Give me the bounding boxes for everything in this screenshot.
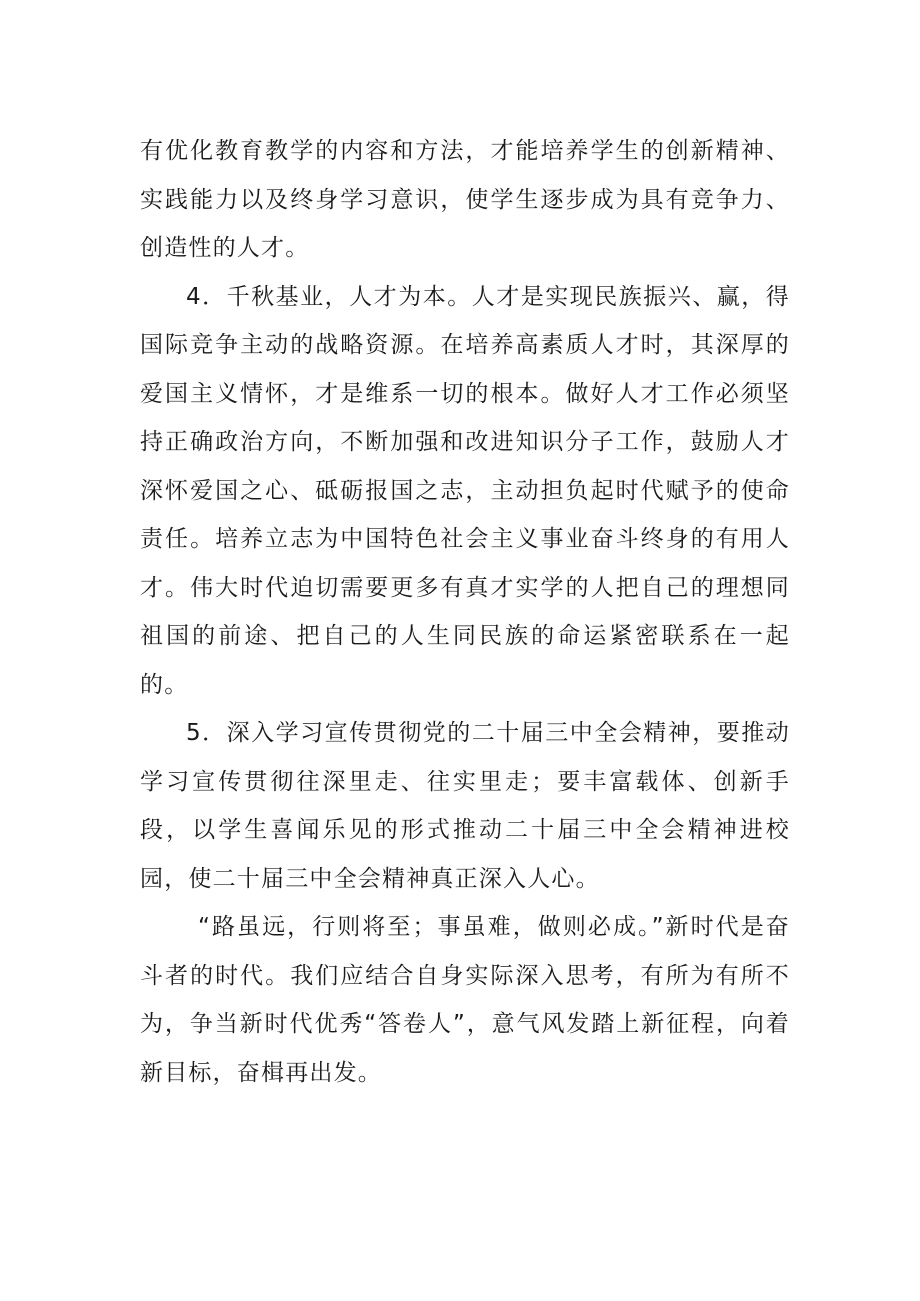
paragraph-continuation: 有优化教育教学的内容和方法，才能培养学生的创新精神、实践能力以及终身学习意识，使学生逐步成为具有竞争力、创造性的人才。 bbox=[140, 138, 790, 261]
document-body bbox=[140, 127, 790, 1097]
paragraph-conclusion: “路虽远，行则将至；事虽难，做则必成。”新时代是奋斗者的时代。我们应结合自身实际深入思考，有所为有所不为，争当新时代优秀“答卷人”，意气风发踏上新征程，向着新目标，奋楫再出发。 bbox=[140, 914, 790, 1086]
paragraph-item-4: 4．千秋基业，人才为本。人才是实现民族振兴、赢，得国际竞争主动的战略资源。在培养高素质人才时，其深厚的爱国主义情怀，才是维系一切的根本。做好人才工作必须坚持正确政治方向，不断加强和改进知识分子工作，鼓励人才深怀爱国之心、砥砺报国之志，主动担负起时代赋予的使命责任。培养立志为中国特色社会主义事业奋斗终身的有用人才。伟大时代迫切需要更多有真才实学的人把自己的理想同祖国的前途、把自己的人生同民族的命运紧密联系在一起的。 bbox=[140, 283, 790, 698]
paragraph-item-5: 5．深入学习宣传贯彻党的二十届三中全会精神，要推动学习宣传贯彻往深里走、往实里走；要丰富载体、创新手段，以学生喜闻乐见的形式推动二十届三中全会精神进校园，使二十届三中全会精神真正深入人心。 bbox=[140, 720, 790, 892]
